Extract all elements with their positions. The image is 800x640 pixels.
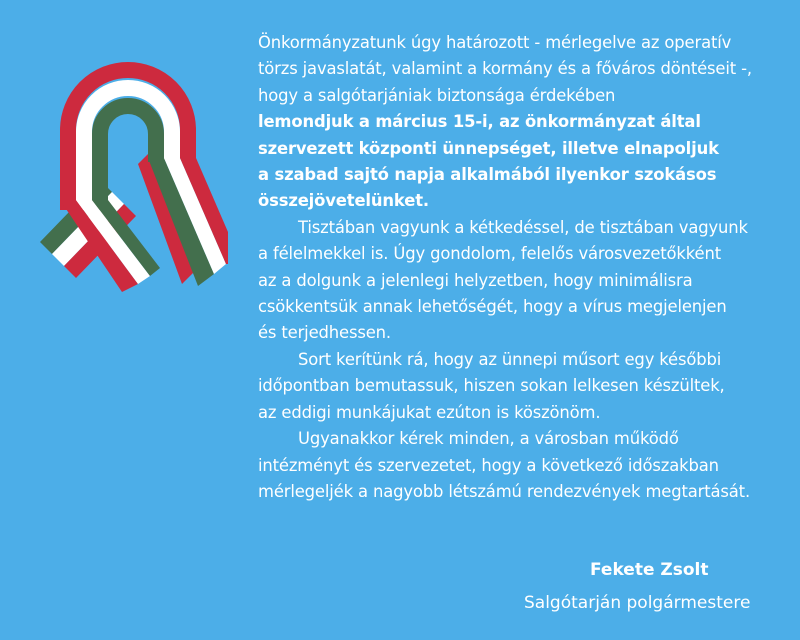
text-line: időpontban bemutassuk, hiszen sokan lelkesen készültek, bbox=[258, 376, 725, 396]
text-line: hogy a salgótarjániak biztonsága érdekében bbox=[258, 85, 616, 105]
text-line: Sort kerítünk rá, hogy az ünnepi műsort egy későbbi bbox=[298, 349, 722, 369]
bold-text-line: a szabad sajtó napja alkalmából ilyenkor szokásos bbox=[258, 165, 717, 185]
text-line: mérlegeljék a nagyobb létszámú rendezvények megtartását. bbox=[258, 481, 751, 501]
text-line: a félelmekkel is. Úgy gondolom, felelős városvezetőkként bbox=[258, 244, 721, 264]
text-line: törzs javaslatát, valamint a kormány és a főváros döntéseit -, bbox=[258, 59, 752, 79]
paragraph-4 bbox=[258, 426, 788, 505]
bold-text-line: szervezett központi ünnepséget, illetve elnapoljuk bbox=[258, 138, 719, 158]
paragraph-3 bbox=[258, 347, 788, 426]
text-line: Ugyanakkor kérek minden, a városban működő bbox=[298, 429, 679, 449]
signature-title: Salgótarján polgármestere bbox=[524, 593, 751, 613]
hungarian-tricolor-ribbon-icon bbox=[28, 60, 228, 300]
signature-name: Fekete Zsolt bbox=[590, 560, 709, 580]
paragraph-1 bbox=[258, 30, 788, 215]
bold-text-line: lemondjuk a március 15-i, az önkormányzat által bbox=[258, 112, 701, 132]
text-line: Tisztában vagyunk a kétkedéssel, de tisztában vagyunk bbox=[298, 217, 748, 237]
text-line: Önkormányzatunk úgy határozott - mérlegelve az operatív bbox=[258, 33, 732, 52]
bold-text-line: összejövetelünket. bbox=[258, 191, 429, 211]
paragraph-2 bbox=[258, 215, 788, 347]
text-line: intézményt és szervezetet, hogy a következő időszakban bbox=[258, 455, 719, 475]
text-line: és terjedhessen. bbox=[258, 323, 391, 343]
text-line: az eddigi munkájukat ezúton is köszönöm. bbox=[258, 402, 601, 422]
text-line: csökkentsük annak lehetőségét, hogy a vírus megjelenjen bbox=[258, 297, 727, 317]
text-line: az a dolgunk a jelenlegi helyzetben, hogy minimálisra bbox=[258, 270, 693, 290]
announcement-text bbox=[258, 30, 788, 505]
